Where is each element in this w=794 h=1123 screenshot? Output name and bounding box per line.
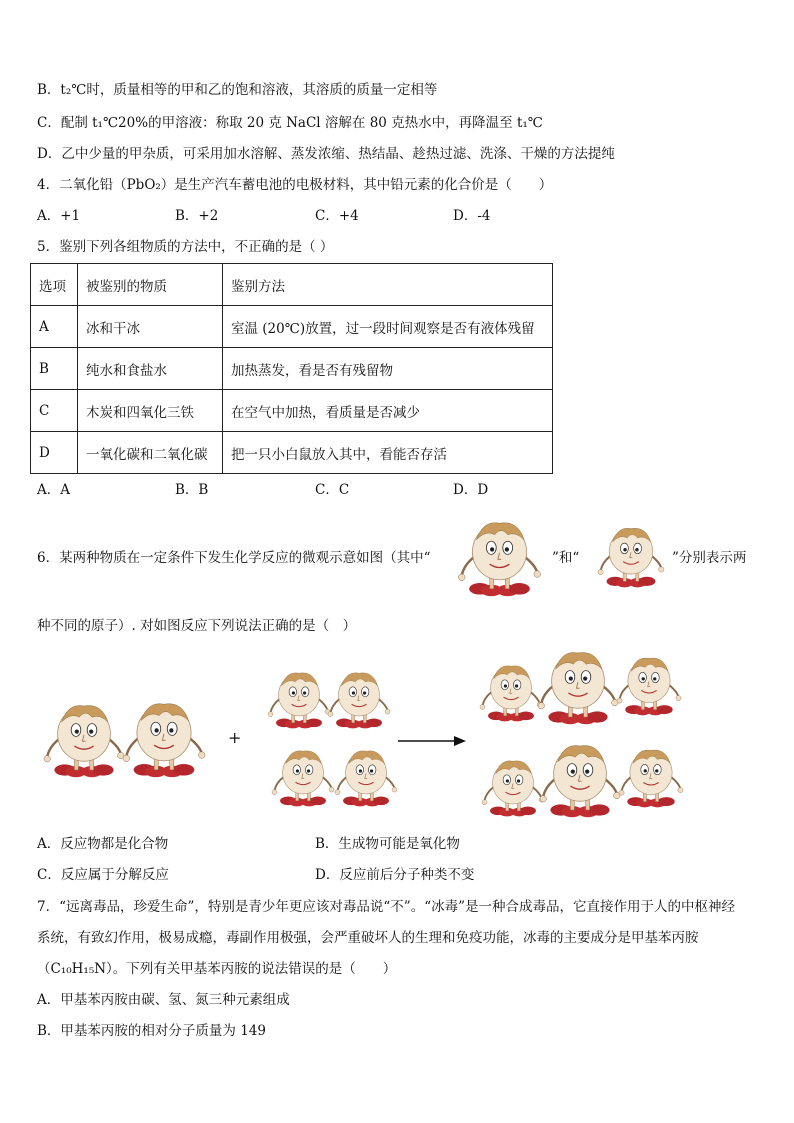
reactant-molecule-atom-icon [40, 698, 128, 778]
q4-option-c: C．+4 [315, 208, 359, 224]
q4-option-b: B．+2 [175, 208, 219, 224]
q6-option-c: C．反应属于分解反应 [37, 867, 169, 883]
q6-option-b: B．生成物可能是氧化物 [315, 836, 460, 852]
table-header-row [31, 264, 553, 306]
table-cell: 在空气中加热，看质量是否减少 [223, 390, 553, 432]
product-molecule-atom-icon [534, 645, 622, 725]
reaction-arrow-icon [398, 734, 466, 748]
table-row [31, 306, 553, 348]
q3-option-d: D．乙中少量的甲杂质，可采用加水溶解、蒸发浓缩、热结晶、趁热过滤、洗涤、干燥的方法提纯 [37, 146, 615, 162]
table-cell: 室温 (20℃)放置，过一段时间观察是否有液体残留 [223, 306, 553, 348]
q4-option-d: D．-4 [453, 208, 491, 224]
product-molecule-atom-icon [616, 744, 686, 808]
q3-option-c: C．配制 t₁℃20%的甲溶液：称取 20 克 NaCl 溶解在 80 克热水中，再降温至 t₁℃ [37, 115, 543, 131]
product-molecule-atom-icon [614, 652, 684, 716]
q4-stem: 4．二氧化铅（PbO₂）是生产汽车蓄电池的电极材料，其中铅元素的化合价是（ ） [37, 177, 553, 193]
q6-stem-line2: 种不同的原子）. 对如图反应下列说法正确的是（ ） [37, 618, 357, 634]
reactant-molecule-atom-icon [270, 745, 336, 807]
q7-stem-line2: 系统，有致幻作用，极易成瘾，毒副作用极强，会严重破坏人的生理和免疫功能，冰毒的主要成分是甲基苯丙胺 [37, 930, 699, 946]
table-header-cell: 鉴别方法 [223, 264, 553, 306]
q6-stem-part2: ”和“ [552, 550, 580, 566]
table-cell: 把一只小白鼠放入其中，看能否存活 [223, 432, 553, 474]
q7-option-a: A．甲基苯丙胺由碳、氢、氮三种元素组成 [37, 992, 290, 1008]
q6-option-a: A．反应物都是化合物 [37, 836, 169, 852]
q5-stem: 5．鉴别下列各组物质的方法中，不正确的是（ ） [37, 239, 334, 255]
table-cell: 一氧化碳和二氧化碳 [78, 432, 223, 474]
plus-sign: + [228, 728, 242, 747]
table-row [31, 348, 553, 390]
reactant-molecule-atom-icon [332, 745, 400, 807]
reactant-molecule-atom-icon [266, 667, 332, 729]
table-header-cell: 选项 [31, 264, 78, 306]
atom-small-icon [595, 522, 667, 588]
reactant-molecule-atom-icon [326, 667, 392, 729]
q6-stem-part3: ”分别表示两 [672, 550, 747, 566]
q6-option-d: D．反应前后分子种类不变 [315, 867, 475, 883]
atom-large-icon [452, 515, 547, 597]
table-cell: A [31, 306, 78, 348]
table-cell: 加热蒸发，看是否有残留物 [223, 348, 553, 390]
q5-table [30, 263, 553, 474]
q7-option-b: B．甲基苯丙胺的相对分子质量为 149 [37, 1023, 266, 1039]
product-molecule-atom-icon [536, 738, 624, 818]
table-row [31, 432, 553, 474]
q7-stem-line3: （C₁₀H₁₅N）。下列有关甲基苯丙胺的说法错误的是（ ） [37, 961, 397, 977]
table-cell: D [31, 432, 78, 474]
q4-option-a: A．+1 [37, 208, 81, 224]
q6-stem-part1: 6．某两种物质在一定条件下发生化学反应的微观示意如图（其中“ [37, 550, 431, 566]
table-cell: C [31, 390, 78, 432]
table-cell: 木炭和四氧化三铁 [78, 390, 223, 432]
table-header-cell: 被鉴别的物质 [78, 264, 223, 306]
table-cell: B [31, 348, 78, 390]
reactant-molecule-atom-icon [118, 696, 210, 778]
table-cell: 纯水和食盐水 [78, 348, 223, 390]
q3-option-b: B．t₂℃时，质量相等的甲和乙的饱和溶液，其溶质的质量一定相等 [37, 82, 438, 98]
table-row [31, 390, 553, 432]
q5-option-d: D．D [453, 482, 489, 498]
q5-option-c: C．C [315, 482, 350, 498]
q5-option-b: B．B [175, 482, 209, 498]
table-cell: 冰和干冰 [78, 306, 223, 348]
q5-option-a: A．A [37, 482, 70, 498]
q7-stem-line1: 7．“远离毒品，珍爱生命”，特别是青少年更应该对毒品说“不”。“冰毒”是一种合成毒品，它直接作用于人的中枢神经 [37, 899, 735, 915]
